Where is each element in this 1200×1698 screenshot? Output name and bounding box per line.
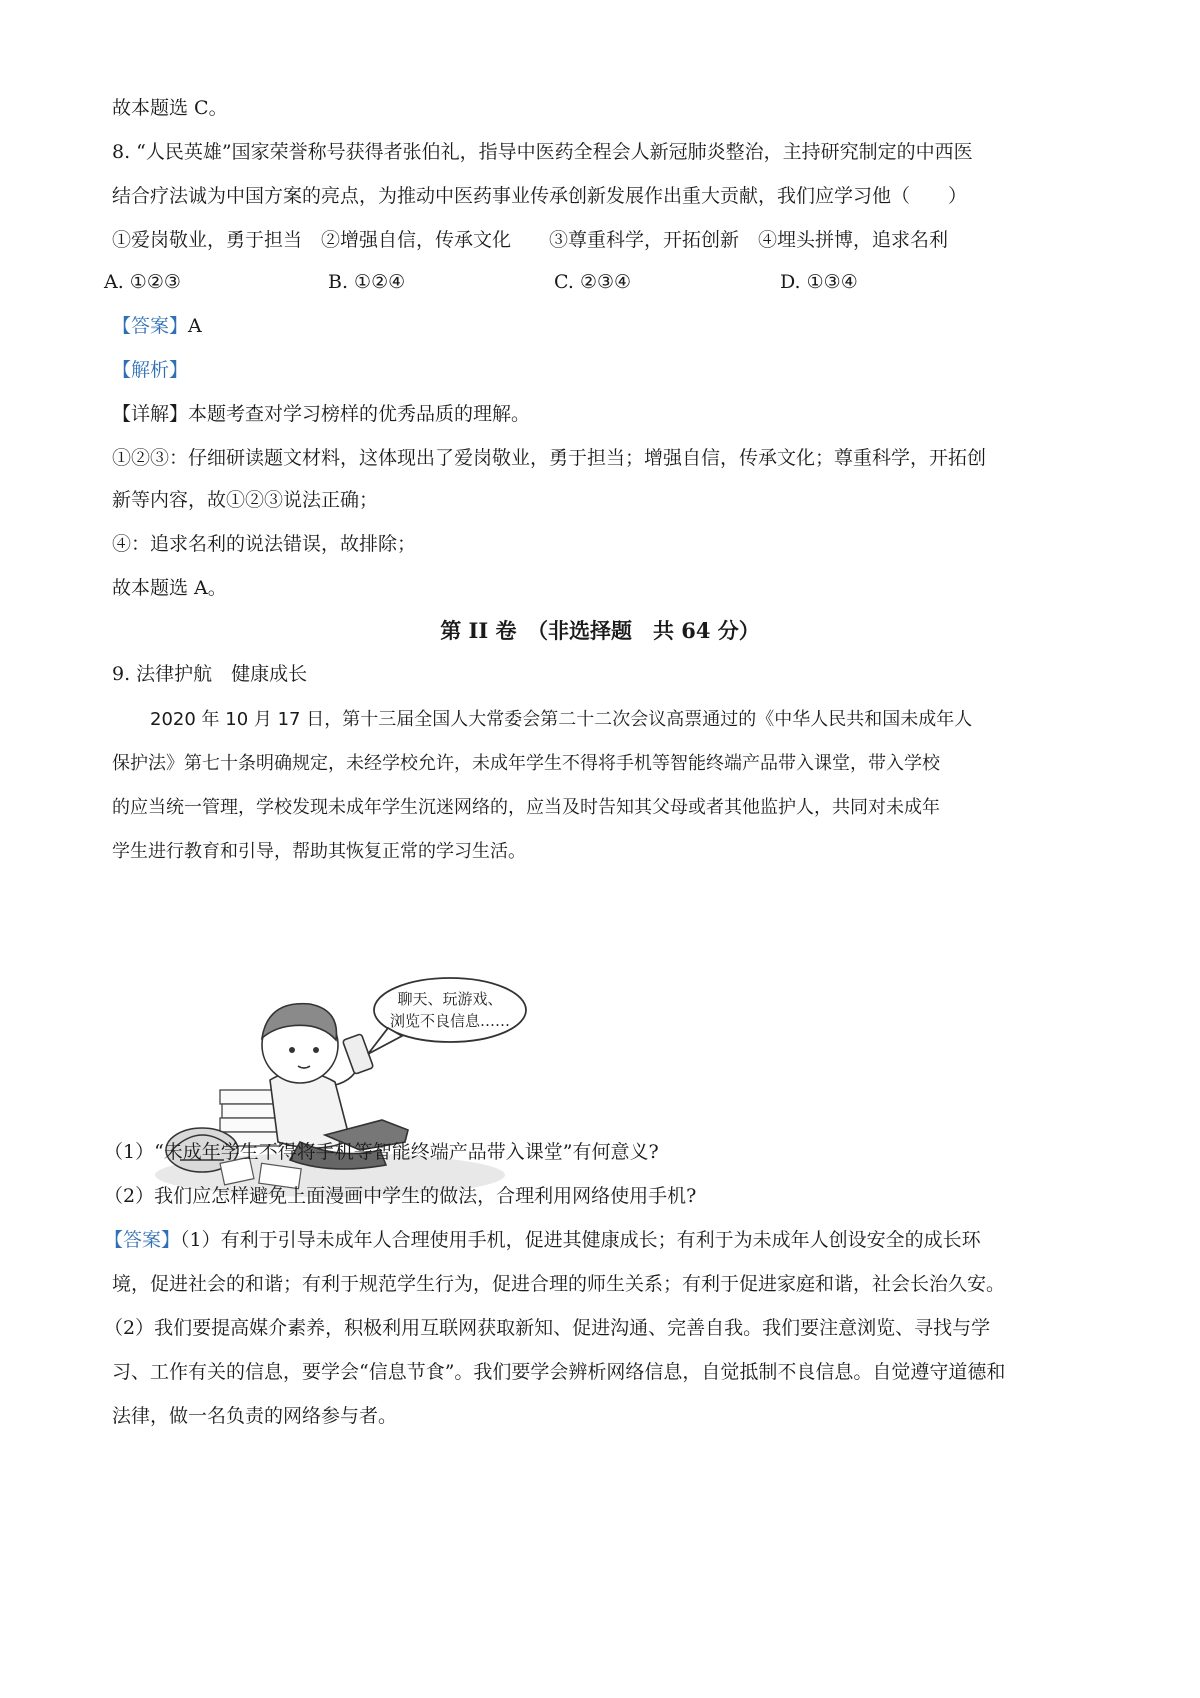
answer-value: A	[188, 315, 202, 337]
cartoon-illustration	[150, 970, 530, 1210]
analysis-tag: 【解析】	[112, 359, 189, 381]
question-8-items: ①爱岗敬业，勇于担当 ②增强自信，传承文化 ③尊重科学，开拓创新 ④埋头拼博，追求名利	[112, 229, 949, 251]
answer-9-part2b: 习、工作有关的信息，要学会“信息节食”。我们要学会辨析网络信息，自觉抵制不良信息。自觉遵守道德和	[112, 1361, 1006, 1383]
bubble-text-line2: 浏览不良信息……	[389, 1012, 511, 1030]
question-9-title: 9. 法律护航 健康成长	[112, 663, 308, 685]
passage-line-2: 保护法》第七十条明确规定，未经学校允许，未成年学生不得将手机等智能终端产品带入课堂，带入学校	[112, 753, 940, 774]
option-d: D. ①③④	[780, 271, 858, 293]
passage-line-4: 学生进行教育和引导，帮助其恢复正常的学习生活。	[112, 841, 526, 862]
option-a: A. ①②③	[104, 271, 181, 293]
detail-line: 【详解】本题考查对学习榜样的优秀品质的理解。	[112, 403, 531, 425]
detail-point-2: ④：追求名利的说法错误，故排除；	[112, 533, 417, 555]
answer-9-part1b: 境，促进社会的和谐；有利于规范学生行为，促进合理的师生关系；有利于促进家庭和谐，社会长治久安。	[112, 1273, 1006, 1295]
passage-line-1: 2020 年 10 月 17 日，第十三届全国人大常委会第二十二次会议高票通过的《中华人民共和国未成年人	[150, 709, 973, 730]
detail-point-1-cont: 新等内容，故①②③说法正确；	[112, 489, 379, 511]
question-8-stem-line1: 8. “人民英雄”国家荣誉称号获得者张伯礼，指导中医药全程会人新冠肺炎整治，主持研究制定的中西医	[112, 141, 973, 163]
answer-9-part2c: 法律，做一名负责的网络参与者。	[112, 1405, 398, 1427]
bubble-text-line1: 聊天、玩游戏、	[397, 990, 503, 1008]
option-c: C. ②③④	[554, 271, 632, 293]
detail-point-1: ①②③：仔细研读题文材料，这体现出了爱岗敬业，勇于担当；增强自信，传承文化；尊重科学，开拓创	[112, 447, 987, 469]
answer-tag: 【答案】	[112, 315, 189, 337]
answer-9-part1a: （1）有利于引导未成年人合理使用手机，促进其健康成长；有利于为未成年人创设安全的成长环	[180, 1229, 981, 1251]
answer-line	[112, 312, 202, 340]
question-8-stem-line2: 结合疗法诚为中国方案的亮点，为推动中医药事业传承创新发展作出重大贡献，我们应学习他（ ）	[112, 185, 968, 207]
passage-line-3: 的应当统一管理，学校发现未成年学生沉迷网络的，应当及时告知其父母或者其他监护人，共同对未成年	[112, 797, 940, 818]
section-title: 第 II 卷 （非选择题 共 64 分）	[440, 618, 760, 643]
option-b: B. ①②④	[328, 271, 406, 293]
answer-9-line1	[104, 1226, 981, 1254]
answer-9-tag: 【答案】	[104, 1229, 181, 1251]
answer-conclusion-7: 故本题选 C。	[112, 97, 228, 119]
sub-question-2: （2）我们应怎样避免上面漫画中学生的做法，合理利用网络使用手机?	[104, 1185, 697, 1207]
answer-9-part2a: （2）我们要提高媒介素养，积极利用互联网获取新知、促进沟通、完善自我。我们要注意浏览、寻找与学	[104, 1317, 991, 1339]
answer-conclusion-8: 故本题选 A。	[112, 577, 227, 599]
sub-question-1: （1）“未成年学生不得将手机等智能终端产品带入课堂”有何意义?	[104, 1141, 659, 1163]
